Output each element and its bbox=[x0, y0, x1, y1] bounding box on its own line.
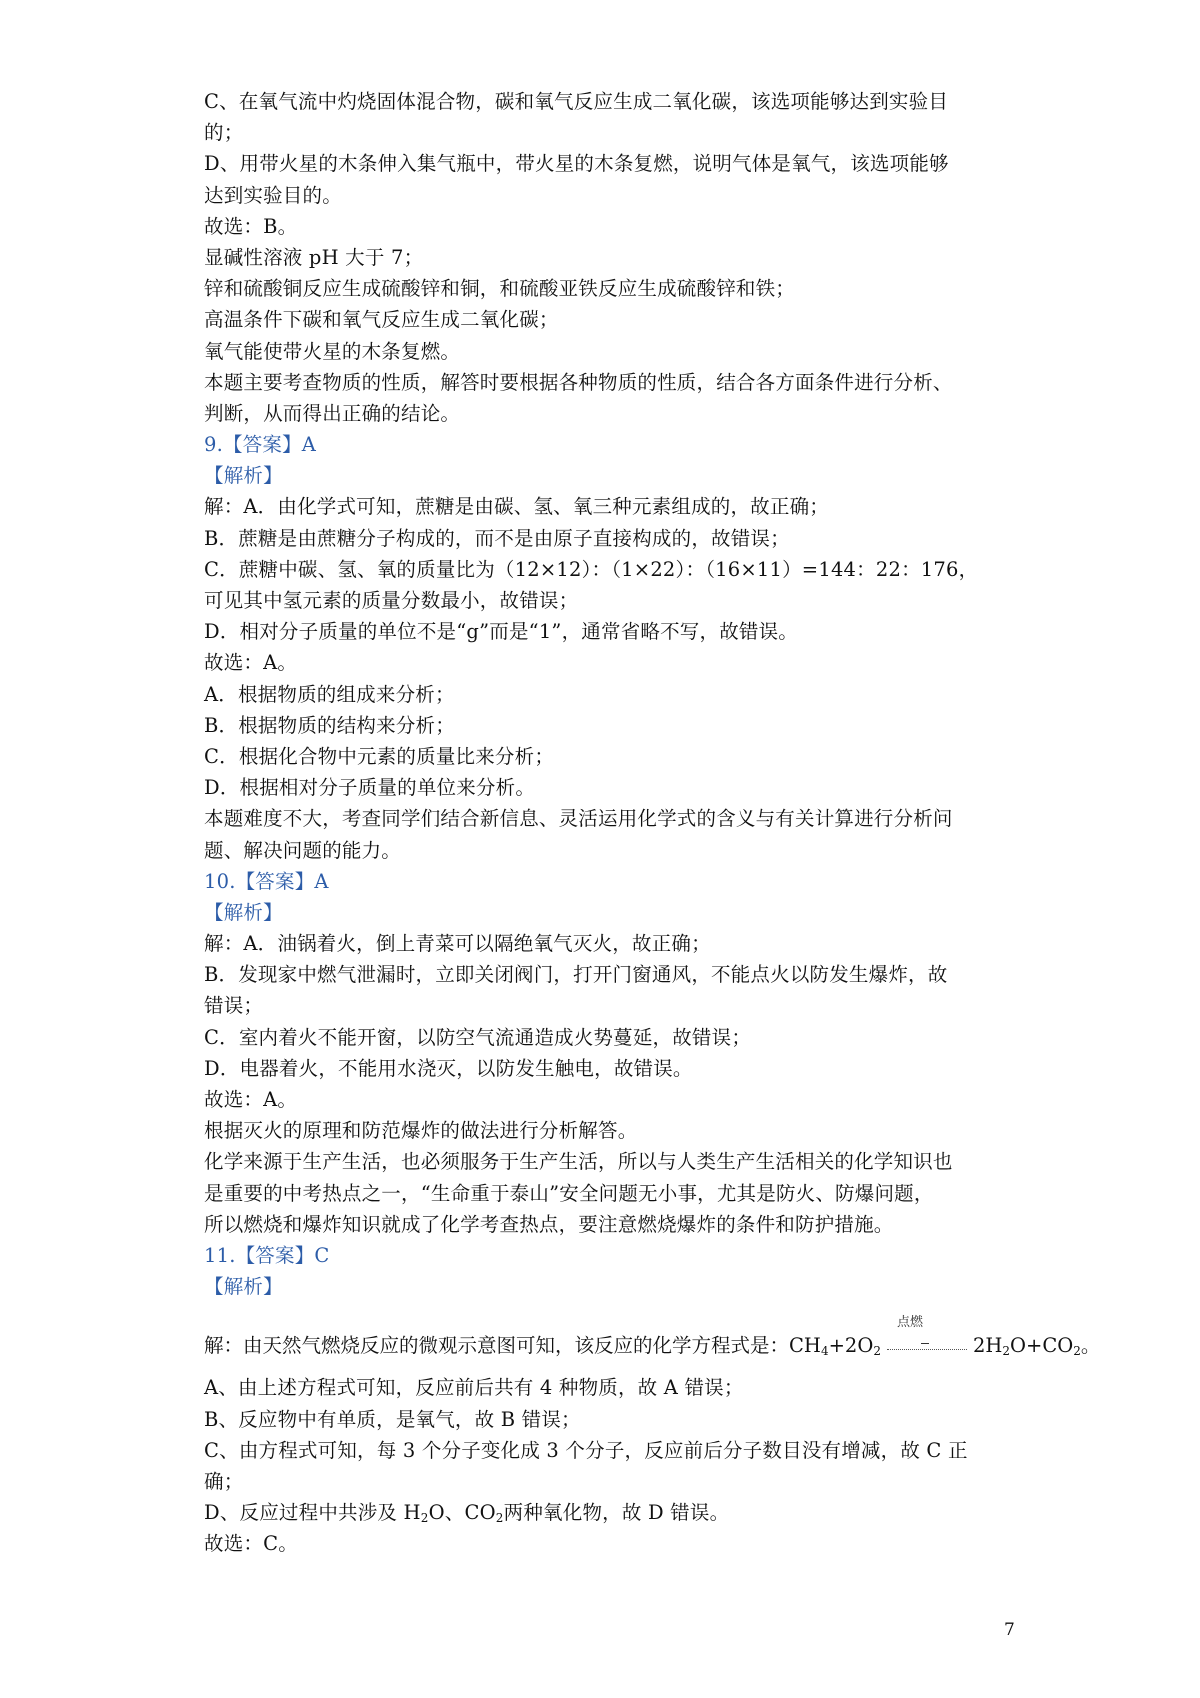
text-line: C、由方程式可知，每 3 个分子变化成 3 个分子，反应前后分子数目没有增减，故 C 正 bbox=[204, 1438, 968, 1462]
text-line: D、用带火星的木条伸入集气瓶中，带火星的木条复燃，说明气体是氧气，该选项能够 bbox=[204, 152, 949, 176]
text-line: 错误； bbox=[204, 994, 264, 1018]
text-line: B、反应物中有单质，是氧气，故 B 错误； bbox=[204, 1407, 581, 1431]
text-line: 解：A．油锅着火，倒上青菜可以隔绝氧气灭火，故正确； bbox=[204, 932, 711, 956]
text-line: C．室内着火不能开窗，以防空气流通造成火势蔓延，故错误； bbox=[204, 1025, 752, 1049]
text-line: 氧气能使带火星的木条复燃。 bbox=[204, 339, 461, 363]
text-line: 故选：C。 bbox=[204, 1532, 298, 1556]
page-number: 7 bbox=[1004, 1620, 1015, 1640]
text-line: 故选：B。 bbox=[204, 214, 298, 238]
text-segment: 两种氧化物，故 D 错误。 bbox=[503, 1501, 730, 1525]
subscript: 2 bbox=[873, 1344, 881, 1359]
equals-bar bbox=[887, 1349, 967, 1350]
condition-label: 点燃 bbox=[896, 1314, 923, 1330]
text-line: 高温条件下碳和氧气反应生成二氧化碳； bbox=[204, 308, 559, 332]
text-line: 解：A．由化学式可知，蔗糖是由碳、氢、氧三种元素组成的，故正确； bbox=[204, 495, 829, 519]
text-line: D．相对分子质量的单位不是“g”而是“1”，通常省略不写，故错误。 bbox=[204, 620, 798, 644]
text-line: 可见其中氢元素的质量分数最小，故错误； bbox=[204, 589, 579, 612]
q11-answer: 11.【答案】C bbox=[204, 1243, 330, 1267]
text-line: 本题难度不大，考查同学们结合新信息、灵活运用化学式的含义与有关计算进行分析问 bbox=[204, 807, 953, 831]
subscript: 2 bbox=[1002, 1344, 1011, 1359]
formula-h2o: 2H bbox=[972, 1334, 1003, 1358]
q9-analysis-label: 【解析】 bbox=[204, 464, 283, 488]
q10-analysis-label: 【解析】 bbox=[204, 900, 283, 924]
q9-answer: 9.【答案】A bbox=[204, 433, 317, 457]
text-line: B．蔗糖是由蔗糖分子构成的，而不是由原子直接构成的，故错误； bbox=[204, 526, 790, 550]
subscript: 4 bbox=[820, 1344, 829, 1359]
document-body bbox=[204, 86, 1101, 1559]
text-line: 本题主要考查物质的性质，解答时要根据各种物质的性质，结合各方面条件进行分析、 bbox=[204, 370, 953, 394]
text-line: C、在氧气流中灼烧固体混合物，碳和氧气反应生成二氧化碳，该选项能够达到实验目 bbox=[204, 90, 949, 113]
text-line: 化学来源于生产生活，也必须服务于生产生活，所以与人类生产生活相关的化学知识也 bbox=[204, 1150, 953, 1174]
text-line: 确； bbox=[204, 1469, 244, 1493]
text-line: 题、解决问题的能力。 bbox=[204, 838, 402, 862]
text-line: 是重要的中考热点之一，“生命重于泰山”安全问题无小事，尤其是防火、防爆问题， bbox=[204, 1181, 934, 1205]
text-line: C．蔗糖中碳、氢、氧的质量比为（12×12）：（1×22）：（16×11）=144：22：176， bbox=[204, 557, 979, 581]
formula-co2: O+CO bbox=[1010, 1334, 1074, 1358]
text-line: 判断，从而得出正确的结论。 bbox=[204, 401, 461, 425]
text-line: D．根据相对分子质量的单位来分析。 bbox=[204, 776, 536, 800]
subscript: 2 bbox=[495, 1511, 504, 1526]
text-segment: O、CO bbox=[428, 1501, 496, 1525]
text-line: 的； bbox=[204, 121, 244, 145]
subscript: 2 bbox=[1073, 1344, 1081, 1359]
text-line: 所以燃烧和爆炸知识就成了化学考查热点，要注意燃烧爆炸的条件和防护措施。 bbox=[204, 1212, 894, 1236]
text-line: 锌和硫酸铜反应生成硫酸锌和铜，和硫酸亚铁反应生成硫酸锌和铁； bbox=[204, 277, 796, 301]
chemical-equation-line bbox=[204, 1314, 1101, 1362]
text-line: 显碱性溶液 pH 大于 7； bbox=[204, 245, 424, 269]
formula-ch: CH bbox=[789, 1334, 821, 1358]
formula-o2: +2O bbox=[828, 1334, 874, 1358]
q10-answer: 10.【答案】A bbox=[204, 869, 329, 893]
q11-analysis-label: 【解析】 bbox=[204, 1275, 283, 1299]
subscript: 2 bbox=[420, 1511, 429, 1526]
text-line: A、由上述方程式可知，反应前后共有 4 种物质，故 A 错误； bbox=[204, 1376, 744, 1400]
text-line: 故选：A。 bbox=[204, 651, 298, 675]
equals-bar bbox=[921, 1343, 929, 1344]
reaction-condition bbox=[881, 1314, 973, 1357]
text-line: C．根据化合物中元素的质量比来分析； bbox=[204, 744, 555, 768]
text-line-d bbox=[204, 1497, 1024, 1528]
equation-end: 。 bbox=[1080, 1334, 1101, 1358]
text-line: B．根据物质的结构来分析； bbox=[204, 713, 455, 737]
text-line: B．发现家中燃气泄漏时，立即关闭阀门，打开门窗通风，不能点火以防发生爆炸，故 bbox=[204, 963, 948, 987]
text-segment: D、反应过程中共涉及 H bbox=[204, 1501, 421, 1525]
text-line: A．根据物质的组成来分析； bbox=[204, 682, 455, 706]
text-line: 达到实验目的。 bbox=[204, 183, 342, 207]
text-line: 根据灭火的原理和防范爆炸的做法进行分析解答。 bbox=[204, 1119, 638, 1143]
equation-prefix: 解：由天然气燃烧反应的微观示意图可知，该反应的化学方程式是： bbox=[204, 1334, 790, 1358]
text-line: D．电器着火，不能用水浇灭，以防发生触电，故错误。 bbox=[204, 1056, 693, 1080]
text-line: 故选：A。 bbox=[204, 1088, 298, 1111]
